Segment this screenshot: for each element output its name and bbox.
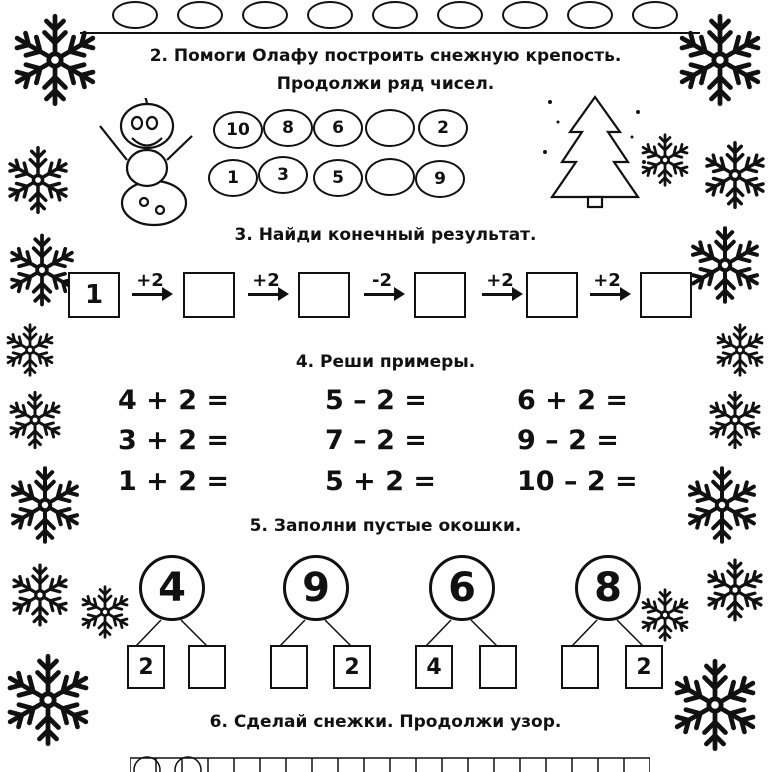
number-tree-left-box[interactable]	[270, 645, 308, 689]
task6-title: 6. Сделай снежки. Продолжи узор.	[209, 712, 562, 732]
fortress-snowball: 6	[313, 109, 363, 147]
fortress-snowball-blank[interactable]	[365, 158, 415, 196]
fortress-snowball: 3	[258, 156, 308, 194]
fortress-snowball-blank[interactable]	[365, 109, 415, 147]
math-example: 9 – 2 =	[517, 425, 619, 456]
fortress-snowball: 1	[208, 159, 258, 197]
math-example: 6 + 2 =	[517, 385, 629, 416]
chain-answer-box[interactable]	[640, 272, 692, 318]
arrow-right-icon	[364, 293, 402, 296]
fortress-snowball: 9	[415, 160, 465, 198]
math-example: 1 + 2 =	[118, 466, 230, 497]
math-example: 7 – 2 =	[325, 425, 427, 456]
chain-operation-label: -2	[372, 270, 392, 291]
fortress-snowball: 8	[263, 109, 313, 147]
arrow-right-icon	[482, 293, 520, 296]
number-tree-left-box[interactable]: 4	[415, 645, 453, 689]
chain-operation-label: +2	[593, 270, 621, 291]
chain-answer-box[interactable]	[183, 272, 235, 318]
olaf-illustration	[92, 98, 202, 228]
task3-title: 3. Найди конечный результат.	[234, 225, 537, 245]
number-tree-right-box[interactable]: 2	[625, 645, 663, 689]
chain-answer-box[interactable]	[298, 272, 350, 318]
task2-subtitle: Продолжи ряд чисел.	[276, 74, 495, 94]
arrow-right-icon	[132, 293, 170, 296]
math-example: 3 + 2 =	[118, 425, 230, 456]
top-snowball-row	[80, 0, 700, 32]
number-tree-left-box[interactable]	[561, 645, 599, 689]
fortress-snowball: 2	[418, 109, 468, 147]
chain-answer-box[interactable]	[414, 272, 466, 318]
number-tree-top: 8	[575, 555, 641, 621]
task2-title: 2. Помоги Олафу построить снежную крепость.	[149, 46, 622, 66]
chain-operation-label: +2	[252, 270, 280, 291]
pattern-grid[interactable]	[130, 752, 650, 772]
arrow-right-icon	[590, 293, 628, 296]
number-tree-top: 4	[139, 555, 205, 621]
fortress-snowball: 10	[213, 111, 263, 149]
task5-title: 5. Заполни пустые окошки.	[249, 516, 522, 536]
chain-start-box: 1	[68, 272, 120, 318]
number-tree-left-box[interactable]: 2	[127, 645, 165, 689]
task4-title: 4. Реши примеры.	[295, 352, 476, 372]
chain-answer-box[interactable]	[526, 272, 578, 318]
number-tree-right-box[interactable]	[188, 645, 226, 689]
math-example: 4 + 2 =	[118, 385, 230, 416]
number-tree-right-box[interactable]: 2	[333, 645, 371, 689]
math-example: 10 – 2 =	[517, 466, 638, 497]
chain-operation-label: +2	[486, 270, 514, 291]
number-tree-right-box[interactable]	[479, 645, 517, 689]
chain-operation-label: +2	[136, 270, 164, 291]
arrow-right-icon	[248, 293, 286, 296]
fortress-snowball: 5	[313, 159, 363, 197]
number-tree-top: 6	[429, 555, 495, 621]
number-tree-top: 9	[283, 555, 349, 621]
math-example: 5 – 2 =	[325, 385, 427, 416]
math-example: 5 + 2 =	[325, 466, 437, 497]
tree-illustration	[540, 92, 650, 212]
